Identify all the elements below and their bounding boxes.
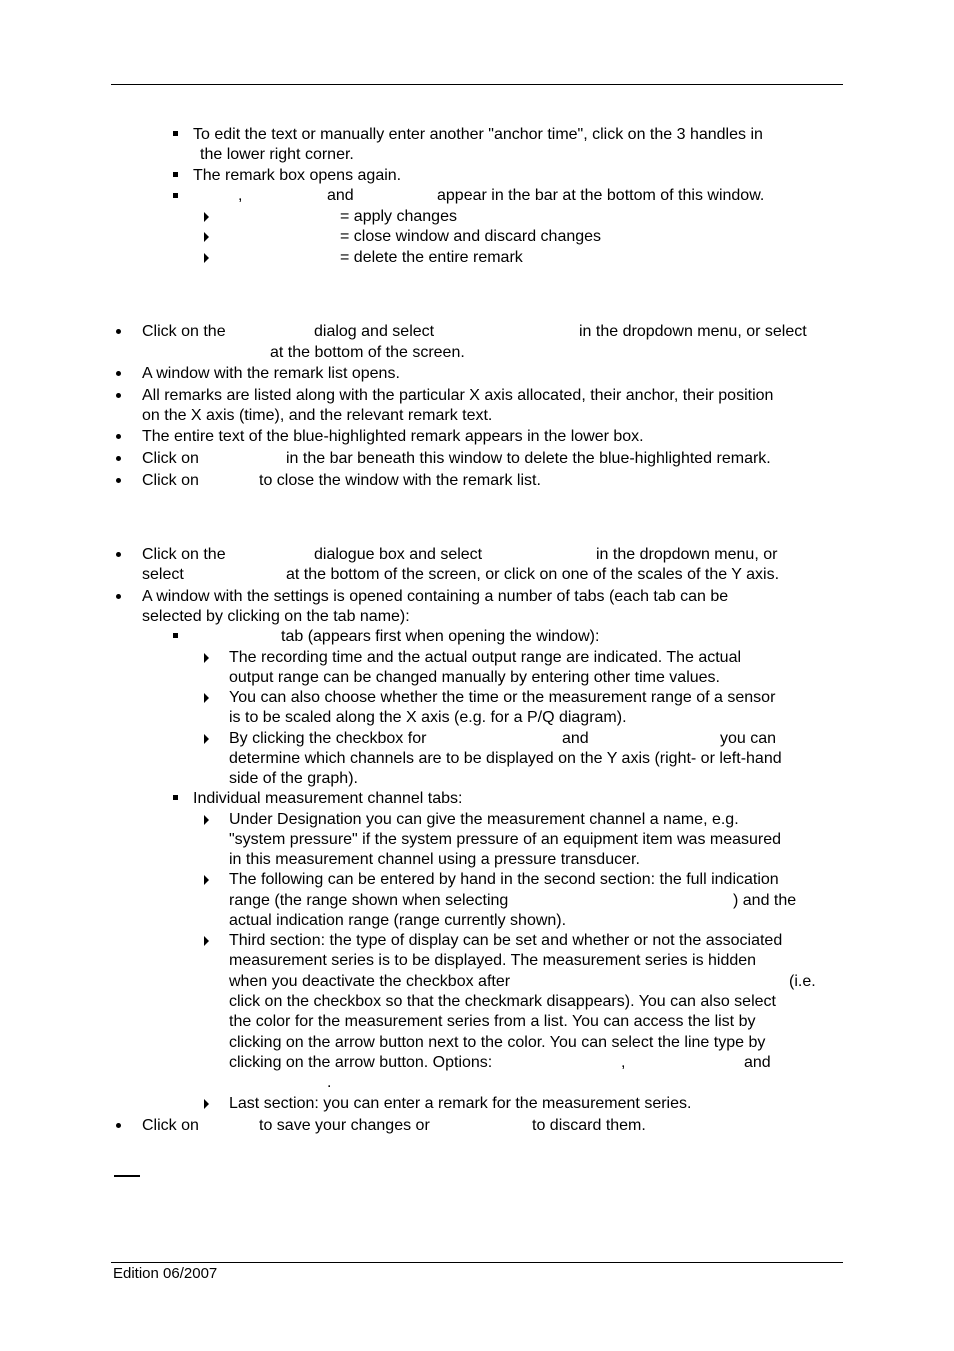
s3-b2-line2: selected by clicking on the tab name):	[142, 608, 410, 625]
s3-u4: Last section: you can enter a remark for the measurement series.	[229, 1095, 692, 1112]
s3-sq1: tab (appears first when opening the window):	[281, 628, 600, 645]
s1-item1-line2: the lower right corner.	[200, 146, 354, 163]
bullet-arrow	[204, 815, 209, 825]
s2-b6-a: Click on	[142, 472, 199, 489]
s1-sub3: = delete the entire remark	[340, 249, 523, 266]
bullet-dot	[116, 371, 121, 376]
s1-item3-sep: ,	[238, 187, 243, 204]
s3-b1-a: Click on the	[142, 546, 226, 563]
s3-t1-line1: The recording time and the actual output range are indicated. The actual	[229, 649, 742, 666]
s2-b5-b: in the bar beneath this window to delete the blue-highlighted remark.	[286, 450, 771, 467]
s3-b1-c: in the dropdown menu, or	[596, 546, 778, 563]
s2-b5-a: Click on	[142, 450, 199, 467]
s3-u3-line7b: ,	[621, 1054, 626, 1071]
bullet-square	[173, 131, 178, 136]
bullet-dot	[116, 552, 121, 557]
bullet-arrow	[204, 734, 209, 744]
s1-sub1: = apply changes	[340, 208, 457, 225]
bullet-dot	[116, 434, 121, 439]
s1-item1-line1: To edit the text or manually enter another "anchor time", click on the 3 handles in	[193, 126, 763, 143]
s3-u3-line4: click on the checkbox so that the checkmark disappears). You can also select	[229, 993, 776, 1010]
s3-u2-line2a: range (the range shown when selecting	[229, 892, 509, 909]
s2-b2: A window with the remark list opens.	[142, 365, 400, 382]
s3-t2-line1: You can also choose whether the time or the measurement range of a sensor	[229, 689, 776, 706]
bullet-arrow	[204, 1099, 209, 1109]
s3-final-b: to save your changes or	[259, 1117, 430, 1134]
s3-t3-line2: determine which channels are to be displayed on the Y axis (right- or left-hand	[229, 750, 782, 767]
bullet-square	[173, 193, 178, 198]
s3-u2-line2b: ) and the	[733, 892, 797, 909]
s2-b3-line2: on the X axis (time), and the relevant remark text.	[142, 407, 493, 424]
s3-u1-line2: "system pressure" if the system pressure of an equipment item was measured	[229, 831, 782, 848]
s3-t3-line3: side of the graph).	[229, 770, 358, 787]
bullet-arrow	[204, 232, 209, 242]
s3-u1-line1: Under Designation you can give the measurement channel a name, e.g.	[229, 811, 739, 828]
s3-t3-a: By clicking the checkbox for	[229, 730, 427, 747]
bullet-arrow	[204, 653, 209, 663]
bullet-square	[173, 795, 178, 800]
bullet-arrow	[204, 693, 209, 703]
s2-b6-b: to close the window with the remark list.	[259, 472, 541, 489]
bullet-dot	[116, 594, 121, 599]
s2-b1-c: in the dropdown menu, or select	[579, 323, 807, 340]
bullet-arrow	[204, 212, 209, 222]
s3-u3-line3a: when you deactivate the checkbox after	[229, 973, 511, 990]
header-rule	[111, 84, 843, 85]
s3-b1-b: dialogue box and select	[314, 546, 483, 563]
s3-u3-line8: .	[327, 1074, 332, 1091]
s3-b1-e: at the bottom of the screen, or click on one of the scales of the Y axis.	[286, 566, 780, 583]
s3-u2-line1: The following can be entered by hand in the second section: the full indication	[229, 871, 779, 888]
s2-b4: The entire text of the blue-highlighted remark appears in the lower box.	[142, 428, 644, 445]
bullet-dot	[116, 393, 121, 398]
bullet-arrow	[204, 936, 209, 946]
s3-t3-b: and	[562, 730, 589, 747]
s3-u3-line2: measurement series is to be displayed. The measurement series is hidden	[229, 952, 757, 969]
bullet-dot	[116, 478, 121, 483]
s1-sub2: = close window and discard changes	[340, 228, 602, 245]
bullet-dot	[116, 329, 121, 334]
s3-final-c: to discard them.	[532, 1117, 646, 1134]
s3-b1-d: select	[142, 566, 184, 583]
s3-sq2: Individual measurement channel tabs:	[193, 790, 463, 807]
s3-u3-line6: clicking on the arrow button next to the color. You can select the line type by	[229, 1034, 766, 1051]
s1-item3-and: and	[327, 187, 354, 204]
s3-u2-line3: actual indication range (range currently shown).	[229, 912, 567, 929]
s3-u3-line7a: clicking on the arrow button. Options:	[229, 1054, 493, 1071]
s2-b3-line1: All remarks are listed along with the particular X axis allocated, their anchor, their position	[142, 387, 774, 404]
s3-t2-line2: is to be scaled along the X axis (e.g. for a P/Q diagram).	[229, 709, 627, 726]
s3-u3-line5: the color for the measurement series from a list. You can access the list by	[229, 1013, 756, 1030]
s3-u3-line3b: (i.e.	[789, 973, 816, 990]
bullet-square	[173, 633, 178, 638]
bullet-arrow	[204, 875, 209, 885]
s1-item3-rest: appear in the bar at the bottom of this window.	[437, 187, 765, 204]
s3-u3-line1: Third section: the type of display can be set and whether or not the associated	[229, 932, 783, 949]
bullet-square	[173, 172, 178, 177]
s3-b2-line1: A window with the settings is opened containing a number of tabs (each tab can be	[142, 588, 729, 605]
s2-b1-a: Click on the	[142, 323, 226, 340]
s3-final-a: Click on	[142, 1117, 199, 1134]
bullet-arrow	[204, 253, 209, 263]
s3-t3-c: you can	[720, 730, 777, 747]
bullet-dot	[116, 456, 121, 461]
s2-b1-b: dialog and select	[314, 323, 435, 340]
s3-t1-line2: output range can be changed manually by entering other time values.	[229, 669, 720, 686]
s1-item2: The remark box opens again.	[193, 167, 402, 184]
s3-u3-line7c: and	[744, 1054, 771, 1071]
footer-rule	[111, 1262, 843, 1263]
s3-u1-line3: in this measurement channel using a pressure transducer.	[229, 851, 640, 868]
bullet-dot	[116, 1123, 121, 1128]
s2-b1-d: at the bottom of the screen.	[270, 344, 465, 361]
note-rule	[114, 1175, 140, 1177]
footer-edition: Edition 06/2007	[113, 1265, 218, 1282]
